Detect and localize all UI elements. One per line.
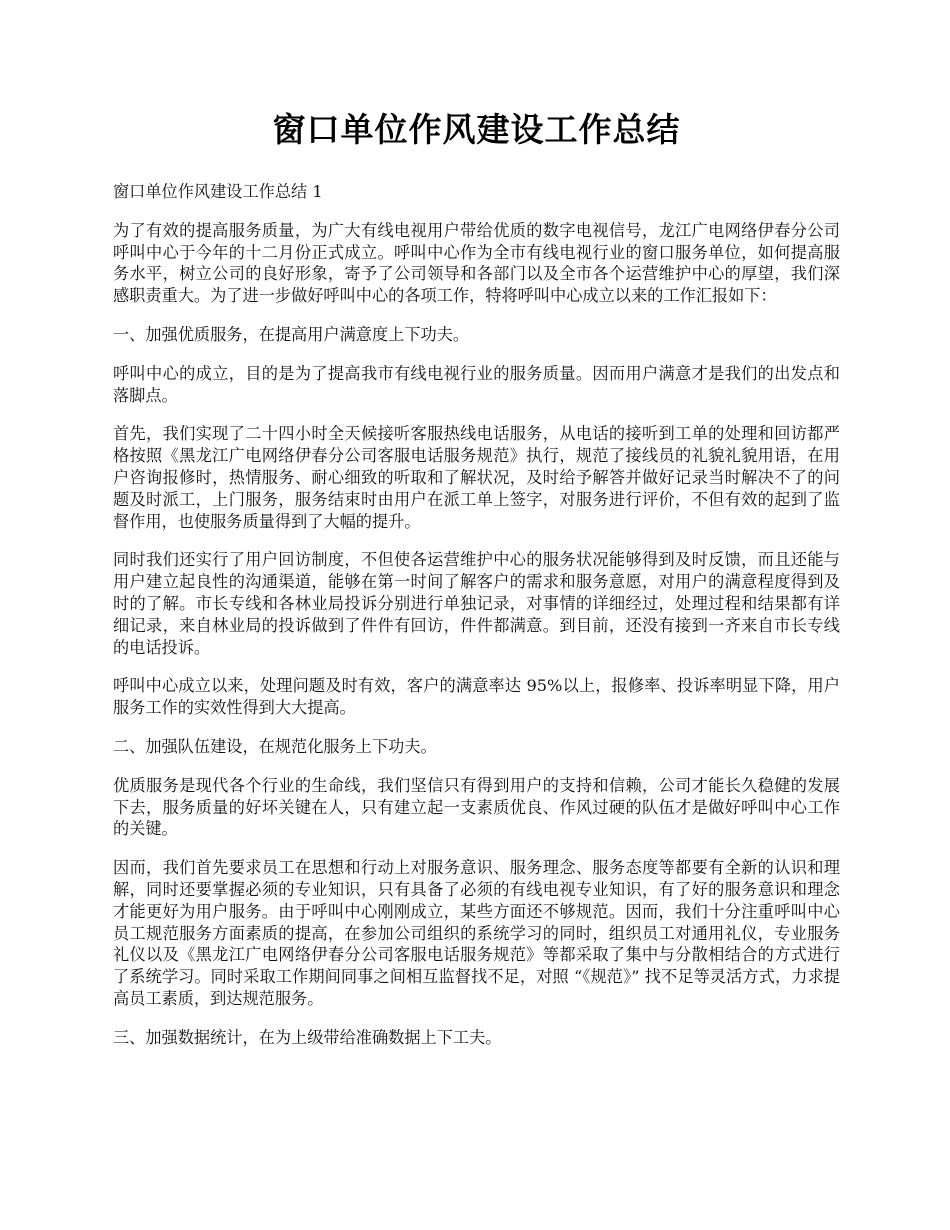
paragraph: 优质服务是现代各个行业的生命线，我们坚信只有得到用户的支持和信赖，公司才能长久稳健的发展下去，服务质量的好坏关键在人，只有建立起一支素质优良、作风过硬的队伍才是做好呼叫中心工作的关键。	[113, 775, 840, 839]
paragraph: 呼叫中心的成立，目的是为了提高我市有线电视行业的服务质量。因而用户满意才是我们的出发点和落脚点。	[113, 363, 840, 405]
document-subtitle: 窗口单位作风建设工作总结 1	[113, 182, 323, 201]
document-title: 窗口单位作风建设工作总结	[272, 110, 681, 149]
paragraph: 首先，我们实现了二十四小时全天候接听客服热线电话服务，从电话的接听到工单的处理和回访都严格按照《黑龙江广电网络伊春分公司客服电话服务规范》执行，规范了接线员的礼貌礼貌用语，在用户咨询报修时，热情服务、耐心细致的听取和了解状况，及时给予解答并做好记录当时解决不了的问题及时派工，上门服务，服务结束时由用户在派工单上签字，对服务进行评价，不但有效的起到了监督作用，也使服务质量得到了大幅的提升。	[113, 424, 840, 531]
document-page	[113, 110, 840, 1066]
paragraph: 同时我们还实行了用户回访制度，不但使各运营维护中心的服务状况能够得到及时反馈，而且还能与用户建立起良性的沟通渠道，能够在第一时间了解客户的需求和服务意愿，对用户的满意程度得到及时的了解。市长专线和各林业局投诉分别进行单独记录，对事情的详细经过，处理过程和结果都有详细记录，来自林业局的投诉做到了件件有回访，件件都满意。到目前，还没有接到一齐来自市长专线的电话投诉。	[113, 550, 840, 657]
paragraph-intro: 为了有效的提高服务质量，为广大有线电视用户带给优质的数字电视信号，龙江广电网络伊春分公司呼叫中心于今年的十二月份正式成立。呼叫中心作为全市有线电视行业的窗口服务单位，如何提高服务水平，树立公司的良好形象，寄予了公司领导和各部门以及全市各个运营维护中心的厚望，我们深感职责重大。为了进一步做好呼叫中心的各项工作，特将呼叫中心成立以来的工作汇报如下：	[113, 220, 840, 306]
paragraph: 呼叫中心成立以来，处理问题及时有效，客户的满意率达 95%以上，报修率、投诉率明显下降，用户服务工作的实效性得到大大提高。	[113, 676, 840, 718]
paragraph: 因而，我们首先要求员工在思想和行动上对服务意识、服务理念、服务态度等都要有全新的认识和理解，同时还要掌握必须的专业知识，只有具备了必须的有线电视专业知识，有了好的服务意识和理念才能更好为用户服务。由于呼叫中心刚刚成立，某些方面还不够规范。因而，我们十分注重呼叫中心员工规范服务方面素质的提高，在参加公司组织的系统学习的同时，组织员工对通用礼仪，专业服务礼仪以及《黑龙江广电网络伊春分公司客服电话服务规范》等都采取了集中与分散相结合的方式进行了系统学习。同时采取工作期间同事之间相互监督找不足，对照 “《规范》” 找不足等灵活方式，力求提高员工素质，到达规范服务。	[113, 858, 840, 1008]
section-heading-1: 一、加强优质服务，在提高用户满意度上下功夫。	[113, 324, 470, 344]
section-heading-3: 三、加强数据统计，在为上级带给准确数据上下工夫。	[113, 1027, 502, 1047]
section-heading-2: 二、加强队伍建设，在规范化服务上下功夫。	[113, 736, 437, 756]
